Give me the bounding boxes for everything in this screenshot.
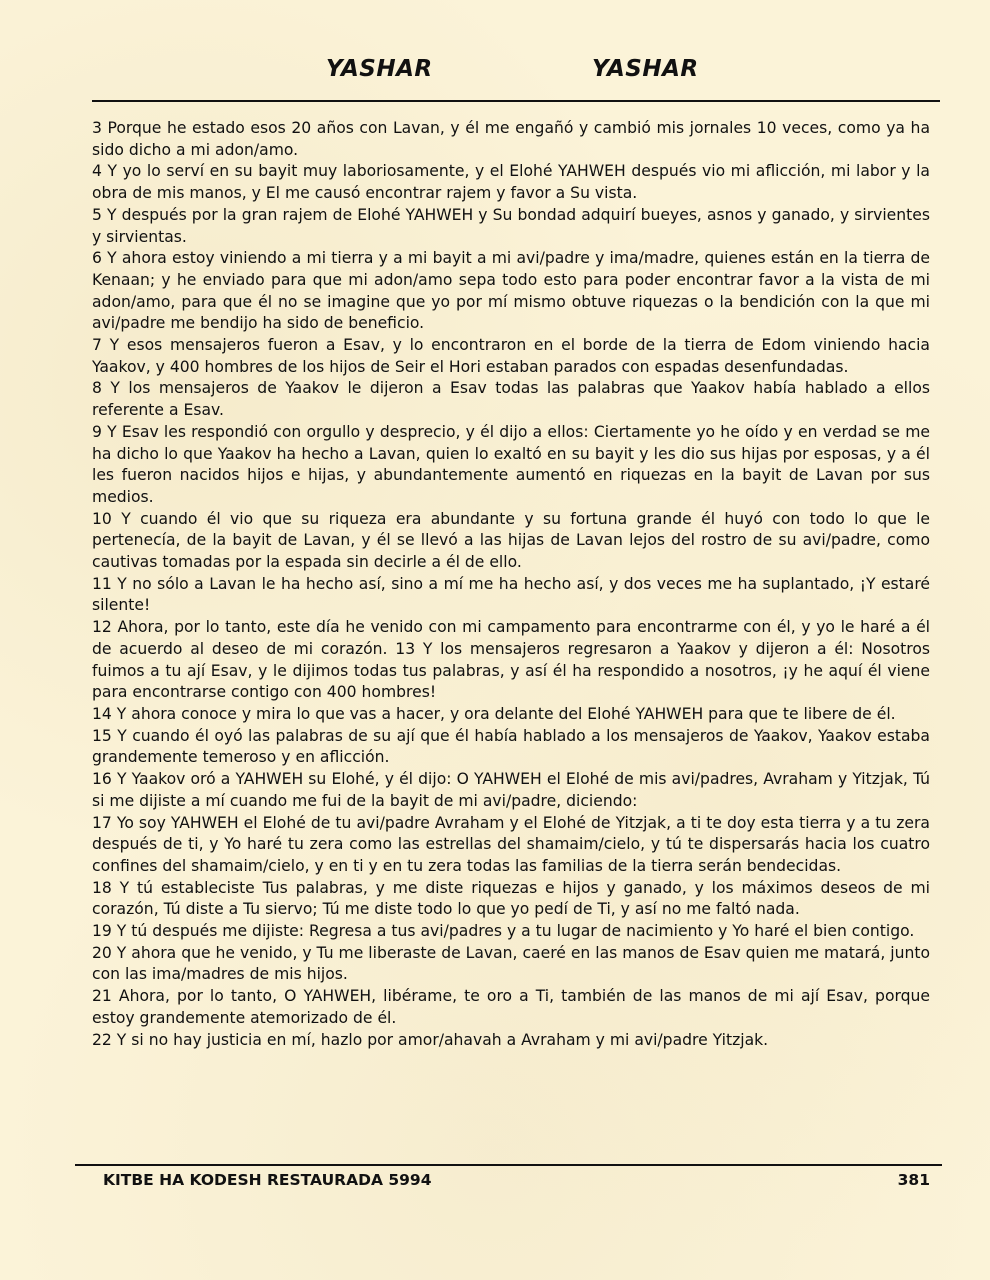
verse-paragraph: 16 Y Yaakov oró a YAHWEH su Elohé, y él dijo: O YAHWEH el Elohé de mis avi/padres, Avraham y Yitzjak, Tú si me dijiste a mí cuando me fui de la bayit de mi avi/padre, diciendo: <box>92 770 930 810</box>
verse-paragraph: 22 Y si no hay justicia en mí, hazlo por amor/ahavah a Avraham y mi avi/padre Yitzjak. <box>92 1030 769 1049</box>
verse-paragraph: 11 Y no sólo a Lavan le ha hecho así, sino a mí me ha hecho así, y dos veces me ha suplantado, ¡Y estaré silente! <box>92 574 930 615</box>
page-body <box>92 118 930 1051</box>
running-header-right: YASHAR <box>592 56 699 82</box>
verse-paragraph: 17 Yo soy YAHWEH el Elohé de tu avi/padre Avraham y el Elohé de Yitzjak, a ti te doy esta tierra y a tu zera después de ti, y Yo haré tu zera como las estrellas del shamaim/cielo, y tú te dispersarás hacia los cuatro confines del shamaim/cielo, y en ti y en tu zera todas las familias de la tierra serán bendecidas. <box>92 813 930 875</box>
running-header-left: YASHAR <box>326 56 433 82</box>
verse-paragraph: 12 Ahora, por lo tanto, este día he venido con mi campamento para encontrarme con él, y yo le haré a él de acuerdo al deseo de mi corazón. 13 Y los mensajeros regresaron a Yaakov y dijeron a él: Nosotros fuimos a tu ají Esav, y le dijimos todas tus palabras, y así él ha respondido a nosotros, ¡y he aquí él viene para encontrarse contigo con 400 hombres! <box>92 618 930 702</box>
verse-paragraph: 3 Porque he estado esos 20 años con Lavan, y él me engañó y cambió mis jornales 10 veces, como ya ha sido dicho a mi adon/amo. <box>92 119 930 159</box>
footer-page-number: 381 <box>897 1171 930 1189</box>
footer-divider <box>75 1164 942 1166</box>
verse-paragraph: 19 Y tú después me dijiste: Regresa a tus avi/padres y a tu lugar de nacimiento y Yo haré el bien contigo. <box>92 922 915 941</box>
verse-paragraph: 20 Y ahora que he venido, y Tu me liberaste de Lavan, caeré en las manos de Esav quien me matará, junto con las ima/madres de mis hijos. <box>92 943 930 984</box>
verse-paragraph: 6 Y ahora estoy viniendo a mi tierra y a mi bayit a mi avi/padre y ima/madre, quienes están en la tierra de Kenaan; y he enviado para que mi adon/amo sepa todo esto para poder encontrar favor a la vista de mi adon/amo, para que él no se imagine que yo por mí mismo obtuve riquezas o la bendición con la que mi avi/padre me bendijo ha sido de beneficio. <box>92 249 930 333</box>
verse-paragraph: 7 Y esos mensajeros fueron a Esav, y lo encontraron en el borde de la tierra de Edom viniendo hacia Yaakov, y 400 hombres de los hijos de Seir el Hori estaban parados con espadas desenfundadas. <box>92 336 930 376</box>
verse-paragraph: 4 Y yo lo serví en su bayit muy laboriosamente, y el Elohé YAHWEH después vio mi aflicción, mi labor y la obra de mis manos, y El me causó encontrar rajem y favor a Su vista. <box>92 162 930 203</box>
header-divider <box>92 100 940 102</box>
verse-paragraph: 9 Y Esav les respondió con orgullo y desprecio, y él dijo a ellos: Ciertamente yo he oído y en verdad se me ha dicho lo que Yaakov ha hecho a Lavan, quien lo exaltó en su bayit y les dio sus hijas por esposas, y a él les fueron nacidos hijos e hijas, y abundantemente aumentó en riquezas en la bayit de Lavan por sus medios. <box>92 422 930 506</box>
verse-paragraph: 5 Y después por la gran rajem de Elohé YAHWEH y Su bondad adquirí bueyes, asnos y ganado, y sirvientes y sirvientas. <box>92 205 930 246</box>
verse-paragraph: 18 Y tú estableciste Tus palabras, y me diste riquezas e hijos y ganado, y los máximos deseos de mi corazón, Tú diste a Tu siervo; Tú me diste todo lo que yo pedí de Ti, y así no me faltó nada. <box>92 878 930 919</box>
verse-paragraph: 14 Y ahora conoce y mira lo que vas a hacer, y ora delante del Elohé YAHWEH para que te libere de él. <box>92 704 896 723</box>
verse-paragraph: 15 Y cuando él oyó las palabras de su ají que él había hablado a los mensajeros de Yaakov, Yaakov estaba grandemente temeroso y en aflicción. <box>92 726 930 767</box>
verse-paragraph: 8 Y los mensajeros de Yaakov le dijeron a Esav todas las palabras que Yaakov había hablado a ellos referente a Esav. <box>92 379 930 420</box>
verse-paragraph: 21 Ahora, por lo tanto, O YAHWEH, libérame, te oro a Ti, también de las manos de mi ají Esav, porque estoy grandemente atemorizado de él. <box>92 987 930 1027</box>
verse-paragraph: 10 Y cuando él vio que su riqueza era abundante y su fortuna grande él huyó con todo lo que le pertenecía, de la bayit de Lavan, y él se llevó a las hijas de Lavan lejos del rostro de su avi/padre, como cautivas tomadas por la espada sin decirle a él de ello. <box>92 509 930 572</box>
footer-book-title: KITBE HA KODESH RESTAURADA 5994 <box>103 1171 432 1189</box>
